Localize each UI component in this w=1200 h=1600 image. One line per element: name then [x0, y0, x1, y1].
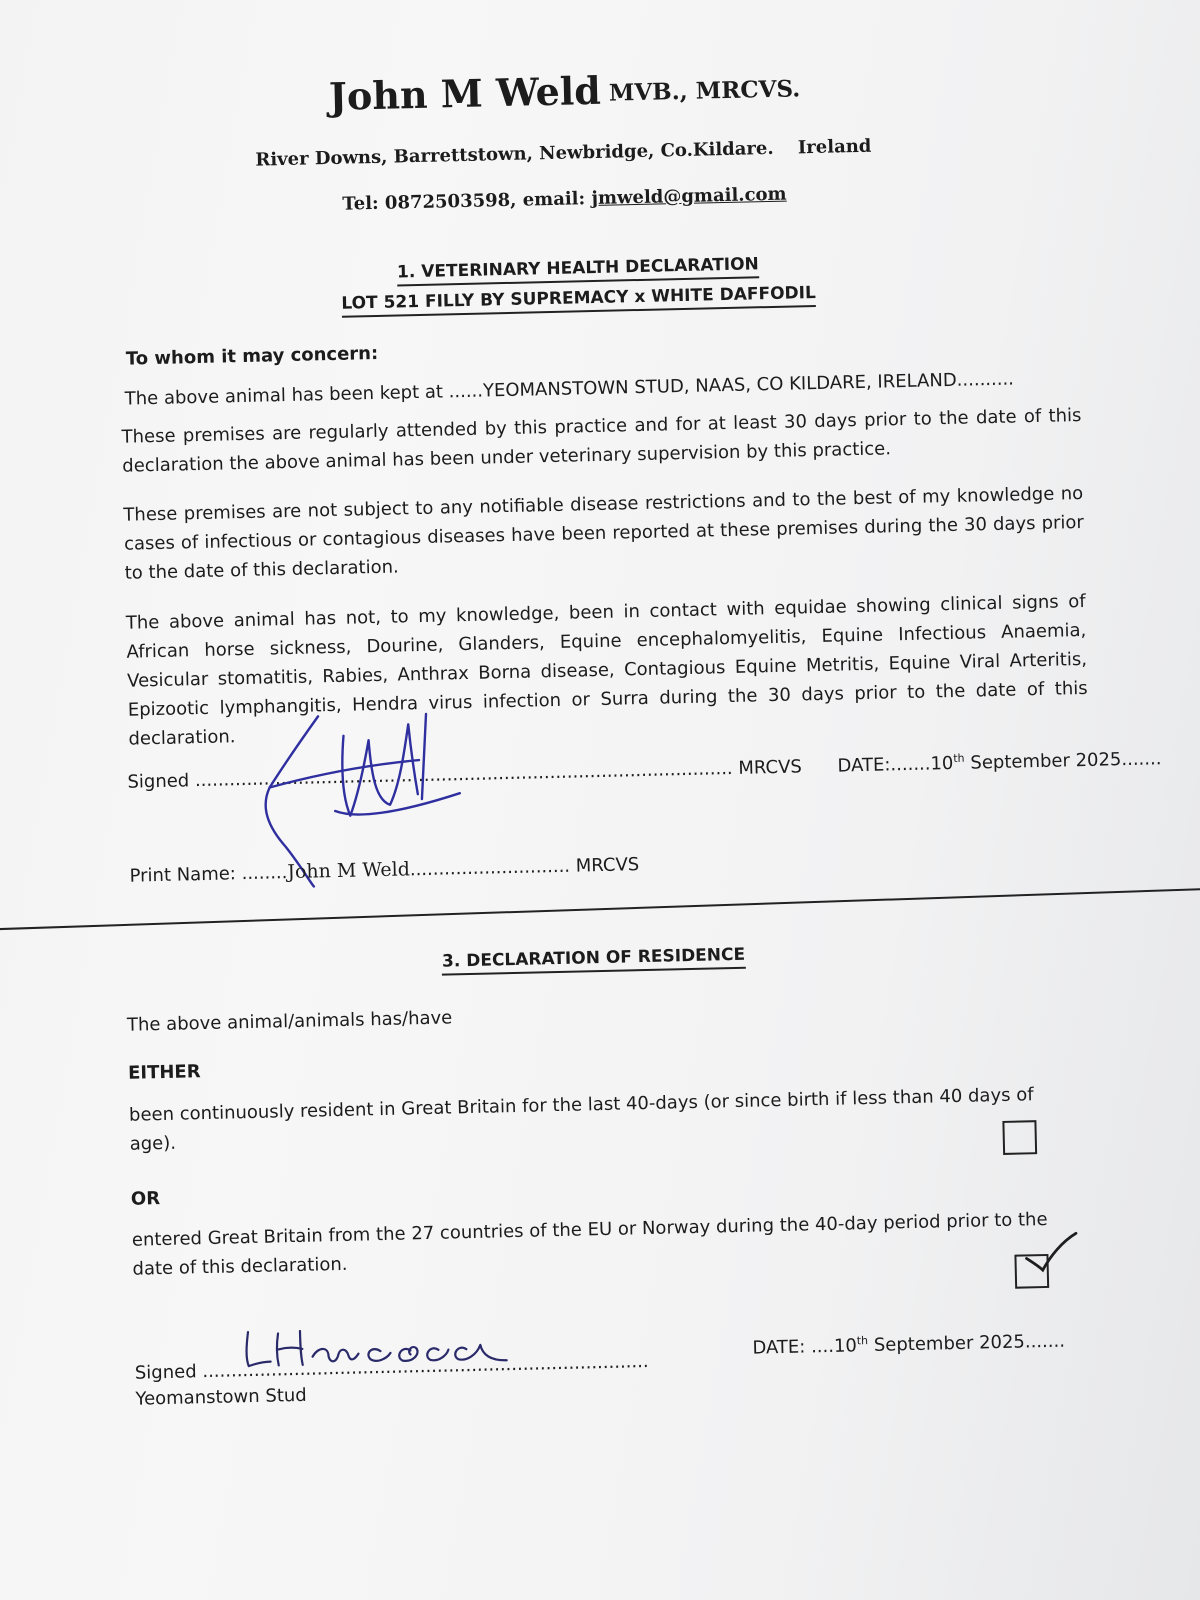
- either-label: EITHER: [127, 1061, 201, 1084]
- stud-date-label: DATE: ....: [752, 1335, 835, 1359]
- vet-address: [255, 136, 871, 171]
- section3-title: 3. DECLARATION OF RESIDENCE: [442, 945, 746, 976]
- residence-option-2: entered Great Britain from the 27 countries of the EU or Norway during the 40-day period prior to the date of this declaration.: [131, 1208, 1048, 1280]
- print-suffix: MRCVS: [575, 854, 640, 877]
- checkmark-icon: [1022, 1229, 1083, 1280]
- telephone: Tel: 0872503598,: [342, 189, 517, 215]
- residence-intro: The above animal/animals has/have: [126, 1007, 453, 1036]
- section-divider: [0, 887, 1200, 930]
- address-line: River Downs, Barrettstown, Newbridge, Co.Kildare.: [255, 137, 774, 171]
- section1-title: 1. VETERINARY HEALTH DECLARATION: [397, 254, 759, 286]
- email-label: email:: [522, 188, 586, 211]
- print-dots: ............................: [409, 855, 571, 881]
- date-ordinal: th: [953, 751, 965, 765]
- signed-dots: ..............................................................................................: [194, 757, 733, 792]
- paragraph-supervision: These premises are regularly attended by this practice and for at least 30 days prior to the date of this declaration the above animal has been under veterinary supervision by this practice.: [121, 404, 1082, 477]
- stud-date-day: 10: [833, 1335, 858, 1357]
- email-link[interactable]: jmweld@gmail.com: [591, 183, 787, 210]
- stud-signed-dots: ..............................................................................: [202, 1351, 649, 1383]
- stud-date-ordinal: th: [856, 1334, 869, 1348]
- stud-signed-label: Signed: [134, 1361, 197, 1384]
- section1-subtitle: LOT 521 FILLY BY SUPREMACY x WHITE DAFFODIL: [341, 283, 816, 318]
- print-name: John M Weld: [287, 858, 411, 884]
- or-label: OR: [130, 1188, 161, 1210]
- signed-suffix: MRCVS: [738, 756, 803, 779]
- stud-date-rest: September 2025.......: [867, 1330, 1066, 1357]
- vet-contact: [342, 184, 787, 215]
- signed-label: Signed: [127, 770, 190, 793]
- stud-name: Yeomanstown Stud: [135, 1384, 307, 1410]
- paragraph-restrictions: These premises are not subject to any notifiable disease restrictions and to the best of my knowledge no cases of infectious or contagious diseases have been reported at these premises during the 30 days prior to the date of this declaration.: [123, 482, 1085, 584]
- residence-option-1: been continuously resident in Great Britain for the last 40-days (or since birth if less than 40 days of age).: [128, 1084, 1034, 1155]
- address-country: Ireland: [797, 135, 872, 159]
- salutation: To whom it may concern:: [125, 342, 379, 370]
- date-label: DATE:.......: [837, 753, 931, 777]
- date-rest: September 2025.......: [964, 748, 1162, 774]
- option1-checkbox[interactable]: [1002, 1120, 1037, 1155]
- kept-at-line: The above animal has been kept at ......YEOMANSTOWN STUD, NAAS, CO KILDARE, IRELAND..........: [124, 368, 1015, 410]
- paragraph-contact-diseases: The above animal has not, to my knowledge, been in contact with equidae showing clinical signs of African horse sickness, Dourine, Glanders, Equine encephalomyelitis, Equine Infectious Anaemia, Vesicular stomatitis, Rabies, Anthrax Borna disease, Contagious Equine Metritis, Equine Viral Arteritis, Epizootic lymphangitis, Hendra virus infection or Surra during the 30 days prior to the date of this declaration.: [125, 590, 1088, 750]
- stud-signature: [240, 1320, 521, 1376]
- print-label: Print Name: ........: [129, 862, 288, 887]
- date-day: 10: [930, 752, 954, 775]
- section3-title-row: [4, 935, 1184, 982]
- vet-date: [837, 748, 1161, 776]
- vet-name: John M Weld: [328, 67, 602, 119]
- stud-date: [752, 1330, 1065, 1359]
- vet-qualifications: MVB., MRCVS.: [608, 75, 801, 107]
